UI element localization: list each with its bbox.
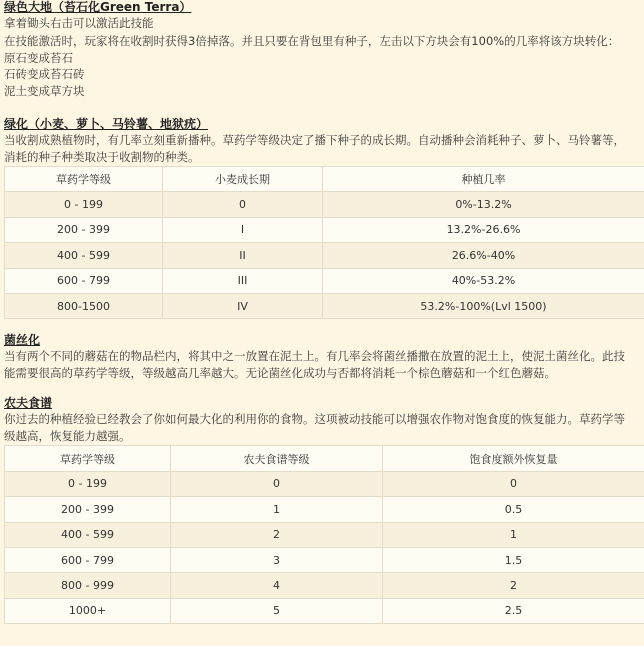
table-cell: 600 - 799	[5, 268, 163, 293]
column-header: 草药学等级	[5, 167, 163, 192]
table-row	[5, 598, 644, 623]
column-header: 饱食度额外恢复量	[383, 446, 644, 471]
table-cell: 3	[171, 547, 383, 572]
table-cell: 1	[171, 497, 383, 522]
table-cell: 600 - 799	[5, 547, 171, 572]
table-cell: 2.5	[383, 598, 644, 623]
table-row	[5, 217, 644, 242]
table-cell: II	[163, 243, 323, 268]
table-header-row	[5, 446, 644, 471]
table-cell: I	[163, 217, 323, 242]
text-line: 原石变成苔石	[4, 50, 73, 65]
section-title-green-terra: 绿色大地（苔石化Green Terra）	[4, 0, 192, 14]
farmers-diet-table	[4, 445, 644, 624]
column-header: 种植几率	[323, 167, 644, 192]
column-header: 草药学等级	[5, 446, 171, 471]
table-cell: 800-1500	[5, 293, 163, 318]
table-row	[5, 573, 644, 598]
table-row	[5, 293, 644, 318]
text-line: 石砖变成苔石砖	[4, 67, 85, 81]
table-cell: 40%-53.2%	[323, 268, 644, 293]
table-cell: 1	[383, 522, 644, 547]
table-cell: 0.5	[383, 497, 644, 522]
table-row	[5, 471, 644, 496]
table-cell: 200 - 399	[5, 497, 171, 522]
table-cell: 4	[171, 573, 383, 598]
table-cell: 0%-13.2%	[323, 192, 644, 217]
table-cell: 800 - 999	[5, 573, 171, 598]
section-greenification	[4, 117, 644, 319]
table-cell: 53.2%-100%(Lvl 1500)	[323, 293, 644, 318]
section-description: 当收割成熟植物时，有几率立刻重新播种。草药学等级决定了播下种子的成长期。自动播种会消耗种子、萝卜、马铃薯等，消耗的种子种类取决于收割物的种类。	[4, 133, 625, 164]
table-cell: 0	[163, 192, 323, 217]
table-row	[5, 497, 644, 522]
section-description: 你过去的种植经验已经教会了你如何最大化的利用你的食物。这项被动技能可以增强农作物对饱食度的恢复能力。草药学等级越高，恢复能力越强。	[4, 412, 625, 444]
section-title-mycelium: 菌丝化	[4, 333, 41, 348]
section-farmers-diet	[4, 396, 644, 624]
table-cell: IV	[163, 293, 323, 318]
section-mycelium	[4, 333, 644, 382]
table-cell: 200 - 399	[5, 217, 163, 242]
column-header: 小麦成长期	[163, 167, 323, 192]
table-header-row	[5, 167, 644, 192]
table-cell: 1.5	[383, 547, 644, 572]
table-cell: 0	[171, 471, 383, 496]
table-row	[5, 268, 644, 293]
table-cell: 0 - 199	[5, 192, 163, 217]
table-cell: 400 - 599	[5, 522, 171, 547]
section-description: 当有两个不同的蘑菇在的物品栏内，将其中之一放置在泥土上。有几率会将菌丝播撒在放置的泥土上，使泥土菌丝化。此技能需要很高的草药学等级，等级越高几率越大。无论菌丝化成功与否都将消耗一个棕色蘑菇和一个红色蘑菇。	[4, 349, 625, 381]
text-line: 泥土变成草方块	[4, 83, 85, 98]
table-row	[5, 547, 644, 572]
table-row	[5, 522, 644, 547]
table-cell: 2	[383, 573, 644, 598]
section-title-greenification: 绿化（小麦、萝卜、马铃薯、地狱疣）	[4, 117, 209, 131]
text-line: 拿着锄头右击可以激活此技能	[4, 16, 154, 30]
table-cell: 13.2%-26.6%	[323, 217, 644, 242]
text-line: 在技能激活时，玩家将在收割时获得3倍掉落。并且只要在背包里有种子，左击以下方块会有100%的几率将该方块转化：	[4, 33, 620, 48]
table-row	[5, 192, 644, 217]
column-header: 农夫食谱等级	[171, 446, 383, 471]
table-cell: 26.6%-40%	[323, 243, 644, 268]
table-row	[5, 243, 644, 268]
section-title-farmers-diet: 农夫食谱	[4, 396, 53, 411]
greenification-table	[4, 166, 644, 319]
table-cell: 0	[383, 471, 644, 496]
table-cell: III	[163, 268, 323, 293]
table-cell: 2	[171, 522, 383, 547]
table-cell: 1000+	[5, 598, 171, 623]
table-cell: 400 - 599	[5, 243, 163, 268]
section-green-terra	[4, 0, 644, 99]
table-cell: 0 - 199	[5, 471, 171, 496]
table-cell: 5	[171, 598, 383, 623]
